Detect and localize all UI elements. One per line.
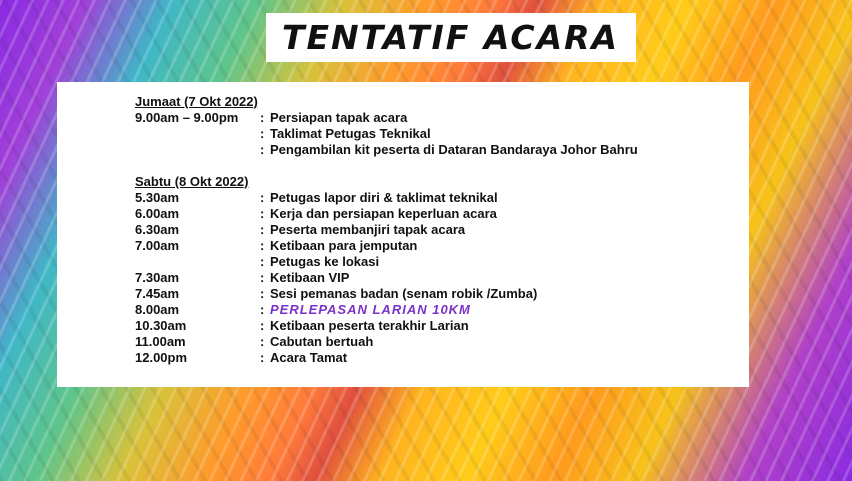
- day-heading: Sabtu (8 Okt 2022): [135, 174, 249, 189]
- schedule-time: [135, 126, 260, 142]
- schedule-activity: Kerja dan persiapan keperluan acara: [270, 206, 497, 221]
- schedule-separator: :: [260, 238, 265, 253]
- schedule-row: [135, 238, 537, 254]
- schedule-activity: Acara Tamat: [270, 350, 348, 365]
- schedule-separator: :: [260, 302, 265, 317]
- schedule-separator: :: [260, 190, 265, 205]
- schedule-row: [135, 286, 537, 302]
- schedule-activity: Petugas ke lokasi: [270, 254, 380, 269]
- schedule-time: 7.45am: [135, 286, 180, 301]
- schedule-separator: :: [260, 270, 265, 285]
- schedule-time: 11.00am: [135, 334, 186, 349]
- schedule-row: [135, 318, 537, 334]
- schedule-time: 5.30am: [135, 190, 180, 205]
- schedule-activity-highlight: PERLEPASAN LARIAN 10KM: [270, 302, 471, 317]
- schedule-activity: Taklimat Petugas Teknikal: [270, 126, 431, 141]
- schedule-separator: :: [260, 142, 265, 157]
- schedule-time: [135, 142, 260, 158]
- schedule-activity: Ketibaan para jemputan: [270, 238, 418, 253]
- schedule-row: [135, 190, 537, 206]
- schedule-time: 7.30am: [135, 270, 180, 285]
- schedule-activity: Cabutan bertuah: [270, 334, 374, 349]
- schedule-row: [135, 334, 537, 350]
- schedule-time: 8.00am: [135, 302, 180, 317]
- schedule-activity: Peserta membanjiri tapak acara: [270, 222, 466, 237]
- schedule-separator: :: [260, 254, 265, 269]
- schedule-separator: :: [260, 334, 265, 349]
- schedule-row: [135, 142, 638, 158]
- schedule-panel: [57, 82, 749, 387]
- schedule-row: [135, 110, 638, 126]
- schedule-time: 9.00am – 9.00pm: [135, 110, 239, 125]
- schedule-activity: Ketibaan peserta terakhir Larian: [270, 318, 469, 333]
- schedule-time: 6.00am: [135, 206, 180, 221]
- schedule-separator: :: [260, 286, 265, 301]
- schedule-activity: Petugas lapor diri & taklimat teknikal: [270, 190, 498, 205]
- schedule-separator: :: [260, 110, 265, 125]
- schedule-row-highlight: [135, 302, 537, 318]
- day-block-saturday: [135, 174, 537, 366]
- schedule-row: [135, 222, 537, 238]
- schedule-row: [135, 270, 537, 286]
- schedule-separator: :: [260, 350, 265, 365]
- schedule-row: [135, 254, 537, 270]
- schedule-separator: :: [260, 318, 265, 333]
- day-heading-row: [135, 174, 537, 190]
- day-heading-row: [135, 94, 638, 110]
- schedule-time: 12.00pm: [135, 350, 188, 365]
- schedule-time: 7.00am: [135, 238, 180, 253]
- schedule-activity: Persiapan tapak acara: [270, 110, 408, 125]
- schedule-activity: Sesi pemanas badan (senam robik /Zumba): [270, 286, 538, 301]
- schedule-separator: :: [260, 206, 265, 221]
- page-title: TENTATIF ACARA: [282, 18, 620, 57]
- schedule-time: [135, 254, 260, 270]
- schedule-time: 10.30am: [135, 318, 187, 333]
- schedule-row: [135, 350, 537, 366]
- schedule-activity: Pengambilan kit peserta di Dataran Bandaraya Johor Bahru: [270, 142, 638, 157]
- schedule-row: [135, 126, 638, 142]
- schedule-row: [135, 206, 537, 222]
- title-banner: [266, 13, 636, 62]
- day-block-friday: [135, 94, 638, 158]
- schedule-time: 6.30am: [135, 222, 180, 237]
- schedule-separator: :: [260, 126, 265, 141]
- day-heading: Jumaat (7 Okt 2022): [135, 94, 258, 109]
- schedule-separator: :: [260, 222, 265, 237]
- schedule-activity: Ketibaan VIP: [270, 270, 350, 285]
